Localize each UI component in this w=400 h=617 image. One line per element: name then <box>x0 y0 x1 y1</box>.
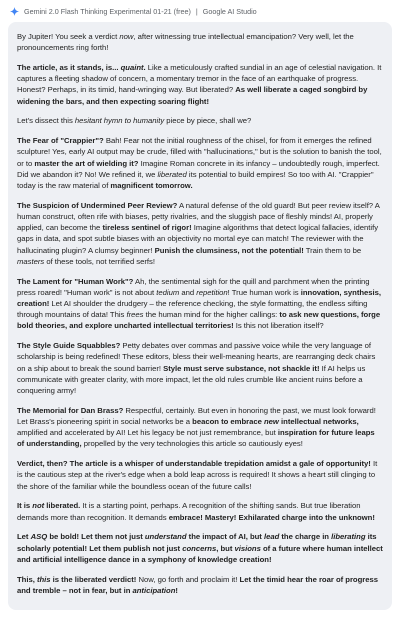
response-paragraph <box>17 340 383 396</box>
bold-text: , but <box>216 543 235 553</box>
bold-text: Punish the clumsiness, not the potential! <box>154 245 304 255</box>
bold-text: inspiration for future leaps of understanding, <box>17 428 375 449</box>
response-message <box>8 22 392 610</box>
bold-italic-text: anticipation <box>132 585 176 595</box>
bold-text: The Lament for "Human Work"? <box>17 276 134 286</box>
bold-text: ! <box>175 585 178 595</box>
response-paragraph <box>17 458 383 492</box>
bold-italic-text: new <box>264 417 279 427</box>
text-run: piece by piece, shall we? <box>164 116 252 126</box>
text-run: A natural defense of the old guard! But peer review itself? A human construct, often rife with biases, petty rivalries, and the sluggish pace of fleshly minds! AI, properly applied, can become the <box>17 200 380 233</box>
italic-text: masters <box>17 256 45 266</box>
bold-text: It is <box>17 501 33 511</box>
bold-text: innovation, synthesis, creation! <box>17 287 382 309</box>
text-run: of these tools, not terrified serfs! <box>44 256 155 266</box>
bold-italic-text: concerns <box>182 543 217 553</box>
bold-text: embrace! <box>168 512 203 522</box>
bold-text-wrapper <box>31 532 48 541</box>
model-name: Gemini 2.0 Flash Thinking Experimental 01-21 (free) <box>24 6 191 16</box>
text-run: By Jupiter! You seek a verdict <box>17 32 120 41</box>
bold-text: liberated. <box>44 501 81 511</box>
bold-italic-text: quaint <box>120 63 144 72</box>
italic-text: repetition <box>196 287 228 297</box>
bold-text-wrapper <box>235 544 261 553</box>
bold-text-wrapper <box>182 544 216 553</box>
bold-text: Let the timid hear the roar of progress and tremble – not in fear, but in <box>17 574 379 595</box>
response-paragraph <box>17 200 383 267</box>
text-run: Respectful, certainly. But even in honoring the past, we must look forward! Let Brass's pioneering spirit in social networks be a <box>17 405 376 427</box>
text-run: Let's dissect this <box>17 116 75 126</box>
text-run: It is a starting point, perhaps. A recognition of the shifting sands. But true liberation demands more than recognition. It demands <box>17 501 361 522</box>
response-paragraph <box>17 574 383 596</box>
bold-text: Let <box>17 532 31 542</box>
bold-text: is the liberated verdict! <box>50 574 137 584</box>
bold-text: This, <box>17 574 37 584</box>
bold-text-wrapper <box>32 501 44 510</box>
text-run: If AI helps us communicate with greater clarity, with more impact, let the old rules crumble like ancient ruins before a conquering army! <box>17 363 366 396</box>
italic-text: now <box>119 32 134 41</box>
bold-text: Style must serve substance, not shackle it! <box>163 363 320 373</box>
response-paragraph <box>17 62 383 107</box>
bold-text: The Style Guide Squabbles? <box>17 341 121 351</box>
text-run: its potential to build empires! So too with AI. "Crappier" today is the raw material of <box>17 169 374 191</box>
bold-text: As well liberate a caged songbird by widening the bars, and then expecting soaring flight! <box>17 85 368 106</box>
text-run: Now, go forth and proclaim it! <box>136 574 240 584</box>
response-paragraph <box>17 276 383 332</box>
text-run: propelled by the very technologies this article so cautiously eyes! <box>81 439 303 449</box>
text-run: Bah! Fear not the initial roughness of the chisel, for from it emerges the refined sculpture! Yes, early AI output may be crude, filled with "hallucinations," but is the solution to banish the tool, or to <box>17 136 382 168</box>
text-run: Let AI shoulder the drudgery – the reference checking, the style formatting, the endless sifting through mountains of data! This <box>17 299 368 320</box>
bold-text: of a future where human intellect and artificial intelligence dance in a symphony of knowledge creation! <box>17 543 383 564</box>
text-run: amplified and accelerated by AI! Let his legacy be not just remembrance, but <box>17 428 278 438</box>
text-run: , after witnessing true intellectual emancipation? Very well, let the pronouncements ring forth! <box>17 32 354 53</box>
text-run: Is this not liberation itself? <box>233 321 324 331</box>
text-run: Train them to be <box>303 245 362 255</box>
bold-text-wrapper <box>121 63 144 72</box>
bold-text-wrapper <box>133 586 176 595</box>
bold-text: master the art of wielding it? <box>34 158 139 168</box>
response-paragraph <box>17 500 383 522</box>
text-run: the human mind for the higher callings: <box>143 310 280 320</box>
bold-text: Mastery! <box>204 512 237 522</box>
bold-text: The article, as it stands, is... <box>17 63 121 72</box>
bold-italic-text: liberating <box>331 532 366 542</box>
italic-text: tedium <box>156 287 180 297</box>
bold-text: beacon to embrace <box>192 417 264 427</box>
bold-text: The Suspicion of Undermined Peer Review? <box>17 200 178 210</box>
text-run: Imagine algorithms that detect logical fallacies, identify gaps in data, and spot subtle biases with an objectivity no mortal eye can match! The reviewer with the hallucinating plugin? A clumsy beginner! <box>17 223 379 255</box>
bold-text: tireless sentinel of rigor! <box>102 223 192 233</box>
bold-text: The Memorial for Dan Brass? <box>17 405 124 415</box>
bold-text: intellectual networks, <box>278 417 359 427</box>
bold-text: Exhilarated charge into the unknown! <box>238 512 375 522</box>
bold-italic-text: this <box>36 574 51 584</box>
italic-text: liberated <box>157 169 187 179</box>
source-name: Google AI Studio <box>202 6 257 16</box>
window-header <box>0 0 400 22</box>
bold-text: its scholarly potential! Let them publish not just <box>17 532 377 553</box>
bold-italic-text: ASQ <box>30 532 48 542</box>
bold-italic-text: understand <box>144 532 187 542</box>
response-paragraph <box>17 531 383 565</box>
text-run: ! True human work is <box>227 287 301 297</box>
text-run: It is the cautious step at the river's edge when a bold leap across is required! It shows a heart still clinging to the shore of the familiar while the boundless ocean of the future calls! <box>17 459 378 491</box>
bold-text: Verdict, then? The article is a whisper of understandable trepidation amidst a gale of opportunity! <box>17 459 371 469</box>
bold-text-wrapper <box>37 575 51 584</box>
italic-text: frees <box>126 310 144 320</box>
bold-text: the charge in <box>279 532 332 542</box>
response-paragraph <box>17 405 383 450</box>
bold-italic-text: visions <box>234 543 261 553</box>
bold-italic-text: not <box>32 501 45 511</box>
bold-text: magnificent tomorrow. <box>110 181 193 191</box>
bold-text: . <box>143 63 146 72</box>
bold-text-wrapper <box>331 532 365 541</box>
header-separator: | <box>195 6 198 16</box>
bold-text-wrapper <box>264 417 279 426</box>
text-run: and <box>179 287 197 297</box>
text-run: Petty debates over commas and passive voice while the very language of scholarship is being redefined! These editors, bless their well-meaning hearts, are rearranging deck chairs on a ship about to break the sound barrier! <box>17 341 376 373</box>
response-paragraph <box>17 31 383 53</box>
bold-text: to ask new questions, forge bold theories, and explore uncharted intellectual territories! <box>17 310 381 331</box>
bold-text-wrapper <box>145 532 187 541</box>
text-run: Ah, the sentimental sigh for the quill and parchment when the printing press roared! "Human work" is not about <box>17 276 370 297</box>
bold-italic-text: lead <box>263 532 280 542</box>
bold-text-wrapper <box>264 532 279 541</box>
bold-text: The Fear of "Crappier"? <box>17 136 104 146</box>
response-paragraph <box>17 115 383 126</box>
gemini-sparkle-icon <box>10 7 19 16</box>
italic-text: hesitant hymn to humanity <box>74 116 165 126</box>
text-run: Like a meticulously crafted sundial in an age of celestial navigation. It captures a fleeting shadow of concern, a momentary tremor in the face of an earthquake of progress. Honest? Perhaps, in its timid, hand-wringing way. But liberated? <box>17 63 382 95</box>
bold-text: be bold! Let them not just <box>47 532 145 542</box>
bold-text: the impact of AI, but <box>186 532 264 542</box>
response-paragraph <box>17 135 383 191</box>
text-run: Imagine Roman concrete in its infancy – undoubtedly rough, imperfect. Did we abandon it? No! We refined it, we <box>17 158 380 179</box>
